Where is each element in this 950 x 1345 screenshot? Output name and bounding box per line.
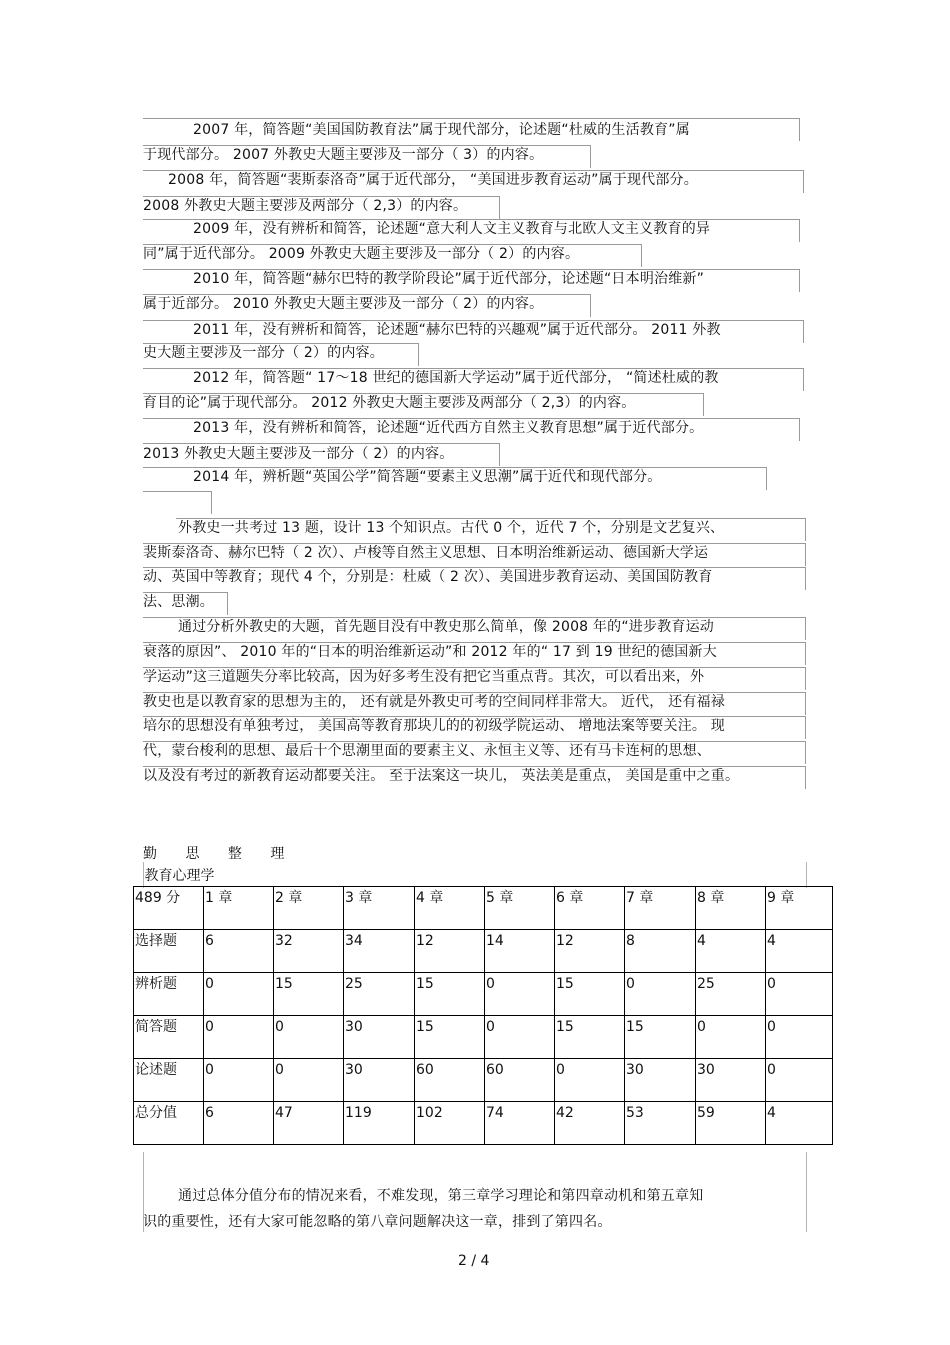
table-cell: 0 <box>697 1019 706 1035</box>
text-line: 2010 年，简答题“赫尔巴特的教学阶段论”属于近代部分，论述题“日本明治维新” <box>193 271 705 287</box>
table-cell: 59 <box>697 1105 715 1121</box>
table-cell: 0 <box>275 1062 284 1078</box>
table-cell: 0 <box>767 1019 776 1035</box>
text-line: 2012 年，简答题“ 17～18 世纪的德国新大学运动”属于近代部分， “简述杜威的教 <box>193 370 719 386</box>
table-cell: 42 <box>556 1105 574 1121</box>
table-cell: 0 <box>205 1062 214 1078</box>
text-line: 育目的论”属于现代部分。 2012 外教史大题主要涉及两部分（ 2,3）的内容。 <box>143 395 636 411</box>
table-cell: 4 <box>767 933 776 949</box>
text-line: 培尔的思想没有单独考过， 美国高等教育那块儿的的初级学院运动、 增地法案等要关注。 现 <box>143 718 725 734</box>
text-line: 2007 年，简答题“美国国防教育法”属于现代部分，论述题“杜威的生活教育”属 <box>193 122 690 138</box>
table-cell: 30 <box>345 1019 363 1035</box>
header-cell: 5 章 <box>486 890 514 906</box>
table-cell: 60 <box>416 1062 434 1078</box>
text-line: 外教史一共考过 13 题，设计 13 个知识点。古代 0 个，近代 7 个，分别是文艺复兴、 <box>178 520 725 536</box>
text-line: 史大题主要涉及一部分（ 2）的内容。 <box>143 345 384 361</box>
table-cell: 60 <box>486 1062 504 1078</box>
table-cell: 30 <box>697 1062 715 1078</box>
table-cell: 14 <box>486 933 504 949</box>
table-cell: 74 <box>486 1105 504 1121</box>
text-line: 通过总体分值分布的情况来看，不难发现，第三章学习理论和第四章动机和第五章知 <box>178 1188 704 1204</box>
table-cell: 12 <box>416 933 434 949</box>
text-line: 2013 外教史大题主要涉及一部分（ 2）的内容。 <box>143 446 454 462</box>
table-cell: 102 <box>416 1105 443 1121</box>
header-cell: 3 章 <box>345 890 373 906</box>
table-cell: 0 <box>767 976 776 992</box>
text-line: 动、英国中等教育；现代 4 个，分别是：杜威（ 2 次）、美国进步教育运动、美国国防教育 <box>143 569 713 585</box>
text-line: 裴斯泰洛奇、赫尔巴特（ 2 次）、卢梭等自然主义思想、日本明治维新运动、德国新大学运 <box>143 545 709 561</box>
table-cell: 25 <box>345 976 363 992</box>
table-cell: 15 <box>626 1019 644 1035</box>
title-char: 整 <box>227 846 242 862</box>
text-line: 代，蒙台梭利的思想、最后十个思潮里面的要素主义、永恒主义等、还有马卡连柯的思想、 <box>143 743 711 759</box>
table-cell: 30 <box>345 1062 363 1078</box>
table-row <box>134 1059 833 1102</box>
text-line: 2008 外教史大题主要涉及两部分（ 2,3）的内容。 <box>143 198 468 214</box>
text-line: 2013 年，没有辨析和简答，论述题“近代西方自然主义教育思想”属于近代部分。 <box>193 420 704 436</box>
text-line: 法、思潮。 <box>143 594 214 610</box>
page-number: 2 / 4 <box>458 1253 490 1269</box>
header-cell: 1 章 <box>205 890 233 906</box>
table-cell: 0 <box>556 1062 565 1078</box>
header-cell: 4 章 <box>416 890 444 906</box>
table-cell: 15 <box>556 976 574 992</box>
table-cell: 119 <box>345 1105 372 1121</box>
table-cell: 0 <box>486 976 495 992</box>
table-cell: 30 <box>626 1062 644 1078</box>
table-cell: 0 <box>626 976 635 992</box>
header-cell: 6 章 <box>556 890 584 906</box>
table-cell: 6 <box>205 1105 214 1121</box>
table-cell: 4 <box>767 1105 776 1121</box>
text-line: 衰落的原因”、 2010 年的“日本的明治维新运动”和 2012 年的“ 17 到 19 世纪的德国新大 <box>143 644 717 660</box>
text-line: 2011 年，没有辨析和简答，论述题“赫尔巴特的兴趣观”属于近代部分。 2011 外教 <box>193 322 721 338</box>
header-cell: 489 分 <box>135 890 181 906</box>
title-char: 理 <box>270 846 285 862</box>
text-line: 2009 年，没有辨析和简答，论述题“意大利人文主义教育与北欧人文主义教育的异 <box>193 221 711 237</box>
table-cell: 15 <box>416 976 434 992</box>
table-cell: 12 <box>556 933 574 949</box>
table-cell: 15 <box>416 1019 434 1035</box>
table-cell: 15 <box>275 976 293 992</box>
header-cell: 8 章 <box>697 890 725 906</box>
table-header-row <box>134 887 833 930</box>
text-line: 同”属于近代部分。 2009 外教史大题主要涉及一部分（ 2）的内容。 <box>143 246 580 262</box>
row-label: 辨析题 <box>135 976 177 992</box>
text-line: 属于近部分。 2010 外教史大题主要涉及一部分（ 2）的内容。 <box>143 296 544 312</box>
table-cell: 53 <box>626 1105 644 1121</box>
text-line: 通过分析外教史的大题，首先题目没有中教史那么简单，像 2008 年的“进步教育运动 <box>178 619 714 635</box>
table-cell: 4 <box>697 933 706 949</box>
table-cell: 47 <box>275 1105 293 1121</box>
table-row <box>134 973 833 1016</box>
text-line: 于现代部分。 2007 外教史大题主要涉及一部分（ 3）的内容。 <box>143 147 544 163</box>
table-cell: 32 <box>275 933 293 949</box>
table-row <box>134 1016 833 1059</box>
row-label: 总分值 <box>135 1105 177 1121</box>
section-title <box>143 845 308 863</box>
table-cell: 34 <box>345 933 363 949</box>
table-cell: 0 <box>205 976 214 992</box>
table-caption-row <box>134 864 833 887</box>
text-line: 识的重要性，还有大家可能忽略的第八章问题解决这一章，排到了第四名。 <box>143 1214 612 1230</box>
row-label: 选择题 <box>135 933 177 949</box>
table-cell: 0 <box>767 1062 776 1078</box>
table-cell: 0 <box>275 1019 284 1035</box>
table-cell: 25 <box>697 976 715 992</box>
table-row-total <box>134 1102 833 1145</box>
text-line: 学运动”这三道题失分率比较高，因为好多考生没有把它当重点背。其次，可以看出来，外 <box>143 669 705 685</box>
table-cell: 0 <box>205 1019 214 1035</box>
psychology-score-table <box>133 864 833 1145</box>
header-cell: 7 章 <box>626 890 654 906</box>
row-label: 论述题 <box>135 1062 177 1078</box>
table-cell: 0 <box>486 1019 495 1035</box>
conclusion-frame-edge <box>806 1152 807 1232</box>
table-caption: 教育心理学 <box>144 868 215 884</box>
text-frame <box>143 491 212 514</box>
text-line: 教史也是以教育家的思想为主的， 还有就是外教史可考的空间同样非常大。 近代， 还有福禄 <box>143 694 725 710</box>
table-cell: 15 <box>556 1019 574 1035</box>
row-label: 简答题 <box>135 1019 177 1035</box>
table-cell: 8 <box>626 933 635 949</box>
header-cell: 9 章 <box>767 890 795 906</box>
text-line: 2008 年，简答题“裴斯泰洛奇”属于近代部分， “美国进步教育运动”属于现代部分。 <box>168 172 698 188</box>
title-char: 勤 <box>143 846 157 862</box>
table-row <box>134 930 833 973</box>
header-cell: 2 章 <box>275 890 303 906</box>
title-char: 思 <box>185 846 200 862</box>
table-cell: 6 <box>205 933 214 949</box>
text-line: 以及没有考过的新教育运动都要关注。 至于法案这一块儿， 英法美是重点， 美国是重中之重。 <box>143 768 740 784</box>
text-line: 2014 年，辨析题“英国公学”简答题“要素主义思潮”属于近代和现代部分。 <box>193 469 662 485</box>
